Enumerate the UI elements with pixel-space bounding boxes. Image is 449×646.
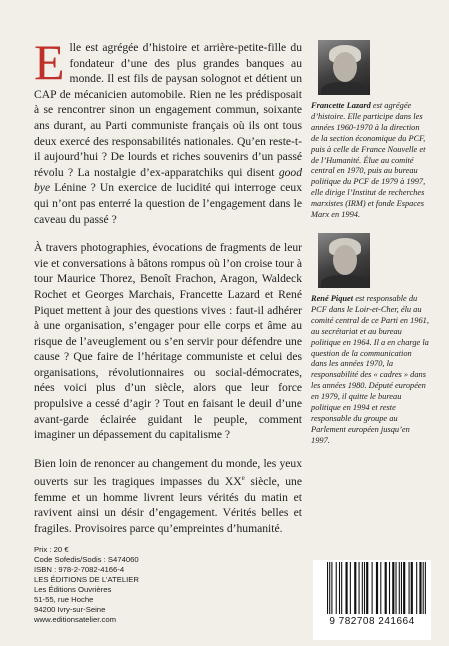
sodis-code: Code Sofedis/Sodis : S474060 [34, 555, 139, 564]
barcode-bar [423, 562, 424, 614]
isbn: ISBN : 978-2-7082-4166-4 [34, 565, 125, 574]
author-photo-lazard [318, 40, 370, 95]
barcode-bars [327, 562, 427, 614]
barcode-bar [329, 562, 330, 614]
barcode-bar [395, 562, 396, 614]
bio-piquet: René Piquet est responsable du PCF dans le Loir-et-Cher, élu au comité central de ce Parti en 1961, au secrétariat et au bureau politique en 1964. Il a en charge la question de la communication dans les années 1970, la responsabilité des « cadres » dans les années 1980. Député européen en 1979, il quitte le bureau politique en 1994 et reste responsable du groupe au Parlement européen jusqu’en 1997. [311, 293, 429, 445]
barcode-bar [401, 562, 402, 614]
barcode-bar [409, 562, 410, 614]
barcode-bar [350, 562, 351, 614]
colophon [34, 545, 234, 625]
barcode-bar [376, 562, 378, 614]
barcode-bar [364, 562, 365, 614]
barcode [313, 560, 431, 640]
publisher-website: www.editionsatelier.com [34, 615, 117, 624]
author-bios [311, 40, 429, 447]
author-name-lazard: Francette Lazard [311, 101, 371, 110]
barcode-bar [411, 562, 413, 614]
paragraph-1: Elle est agrégée d’histoire et arrière-petite-fille du fondateur d’une des plus grandes banques au monde. Il est fils de paysan solognot et détient un CAP de mécanicien automobile. Rien ne les prédisposait à se rencontrer sinon un engagement commun, soixante ans durant, au Parti communiste français où ils ont tous deux exercé des responsabilités nationales. Qu’en reste-t-il aujourd’hui ? De lourds et riches souvenirs d’un passé révolu ? La nostalgie d’ex-apparatchiks qui disent good bye Lénine ? Un exercice de lucidité qui interroge ceux qui n’ont pas enterré la question de l’engagement dans le caveau du passé ? [34, 34, 302, 226]
barcode-bar [327, 562, 328, 614]
barcode-bar [359, 562, 360, 614]
barcode-bar [419, 562, 421, 614]
barcode-bar [399, 562, 400, 614]
paragraph-2: À travers photographies, évocations de fragments de leur vie et conversations à bâtons rompus où l’on croise tour à tour Maurice Thorez, Benoît Frachon, Aragon, Waldeck Rochet et Georges Marchais, Francette Lazard et René Piquet mettent à jour des questions vives : faut-il adhérer à une organisation, s’engager pour elle corps et âme au risque de l’aveuglement ou s’en servir pour défendre une cause ? Que faire de l’héritage communiste et celui des organisations, révolutionnaires ou social-démocrates, nées voici plus d’un siècle, alors que leur force propulsive a cessé d’agir ? Tout en faisant le deuil d’une avant-garde éclairée guidant le peuple, comment imaginer un dépassement du capitalisme ? [34, 241, 302, 442]
barcode-bar [341, 562, 342, 614]
barcode-bar [380, 562, 381, 614]
barcode-bar [345, 562, 347, 614]
publisher-name: LES ÉDITIONS DE L’ATELIER [34, 575, 139, 584]
barcode-bar [416, 562, 417, 614]
paragraph-3: Bien loin de renoncer au changement du monde, les yeux ouverts sur les tragiques impasses du XXe siècle, une femme et un homme livrent leurs vérités du matin et ravivent ainsi un désir d’engagement. Vérités belles et fragiles. Provisoires parce qu’empreintes d’humanité. [34, 456, 302, 536]
publisher-street: 51-55, rue Hoche [34, 595, 94, 604]
barcode-bar [403, 562, 405, 614]
barcode-bar [354, 562, 356, 614]
drop-cap: E [34, 34, 65, 90]
publisher-city: 94200 Ivry-sur-Seine [34, 605, 106, 614]
price: Prix : 20 € [34, 545, 69, 554]
barcode-bar [336, 562, 337, 614]
barcode-bar [385, 562, 387, 614]
barcode-digits: 9 782708 241664 [329, 616, 415, 627]
barcode-bar [366, 562, 368, 614]
barcode-bar [331, 562, 332, 614]
bio-lazard: Francette Lazard est agrégée d’histoire. Elle participe dans les années 1960-1970 à la direction de la section économique du PCF, puis à celle de France Nouvelle et de l’Humanité. Élue au comité central en 1970, puis au bureau politique du PCF de 1979 à 1997, elle dirige l’Institut de recherches marxistes (IRM) et fonde Espaces Marx en 1994. [311, 101, 426, 220]
barcode-bar [392, 562, 394, 614]
barcode-bar [339, 562, 340, 614]
author-photo-piquet [318, 233, 370, 288]
barcode-bar [389, 562, 390, 614]
barcode-bar [425, 562, 426, 614]
publisher-subname: Les Éditions Ouvrières [34, 585, 112, 594]
author-name-piquet: René Piquet [311, 293, 354, 303]
back-cover-text [34, 34, 302, 550]
barcode-bar [372, 562, 373, 614]
barcode-bar [362, 562, 363, 614]
